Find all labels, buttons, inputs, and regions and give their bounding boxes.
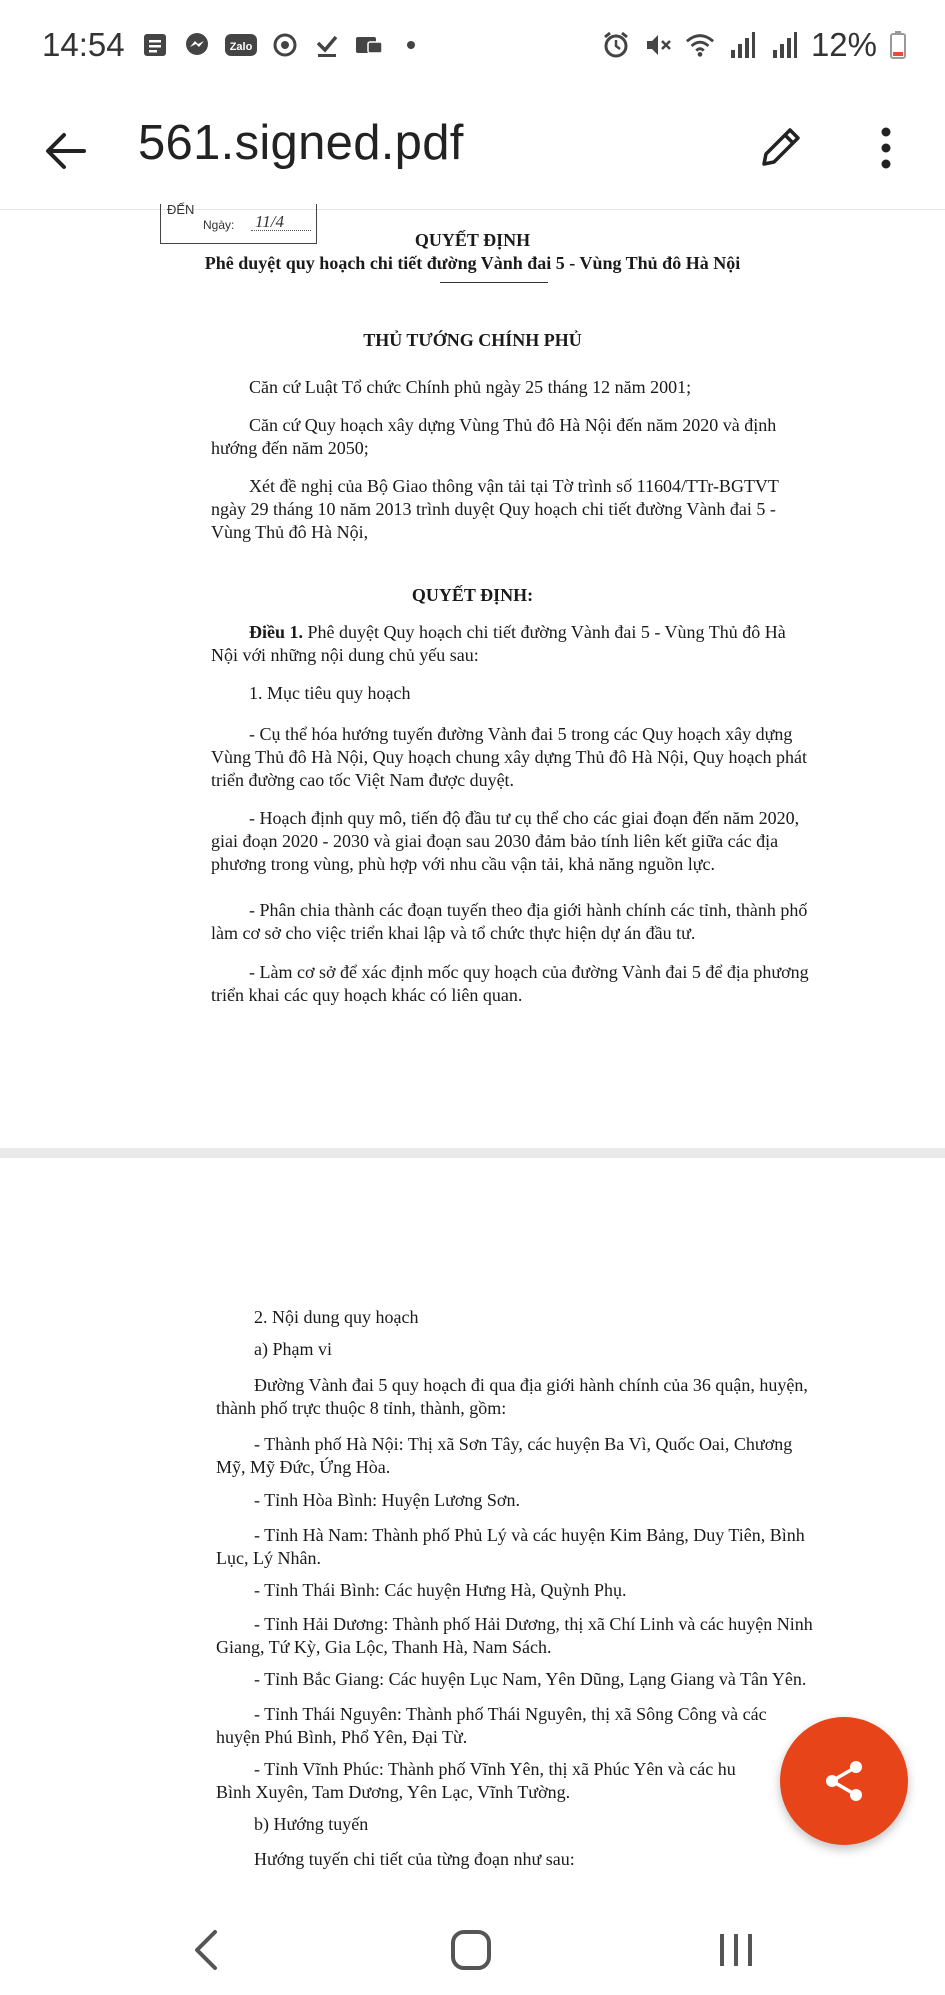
nav-home-button[interactable] (441, 1920, 501, 1980)
nav-back-button[interactable] (176, 1920, 236, 1980)
article-1-label: Điều 1. (249, 622, 303, 642)
back-arrow-icon (44, 131, 88, 171)
goal-bullet-3: - Phân chia thành các đoạn tuyến theo địa giới hành chính các tỉnh, thành phố làm cơ sở cho việc triển khai lập và tổ chức thực hiện dự án đầu tư. (211, 900, 808, 943)
mute-icon (643, 30, 673, 60)
navigation-bar (0, 1900, 945, 1995)
dot-icon (396, 30, 426, 60)
page-separator (0, 1148, 945, 1158)
document-title: 561.signed.pdf (138, 116, 464, 170)
stamp-ngay-value: 11/4 (255, 212, 284, 231)
stamp-den: ĐẾN (167, 202, 195, 217)
battery-percent: 12% (810, 26, 877, 63)
messenger-icon (182, 30, 212, 60)
app-bar (0, 95, 945, 210)
nav-back-icon (191, 1928, 221, 1972)
goal-bullet-4: - Làm cơ sở để xác định mốc quy hoạch của đường Vành đai 5 để địa phương triển khai các quy hoạch khác có liên quan. (211, 962, 809, 1005)
sub-a-heading: a) Phạm vi (254, 1339, 332, 1359)
basis-paragraph-2: Căn cứ Quy hoạch xây dựng Vùng Thủ đô Hà Nội đến năm 2020 và định hướng đến năm 2050; (211, 415, 777, 458)
stamp-ngay-label: Ngày: (203, 218, 235, 232)
scope-item-hoabinh: - Tỉnh Hòa Bình: Huyện Lương Sơn. (254, 1490, 520, 1510)
more-options-button[interactable] (862, 115, 910, 181)
battery-icon (889, 30, 907, 60)
title-divider (440, 282, 548, 283)
edit-pencil-icon (754, 122, 806, 174)
decision-subtitle: Phê duyệt quy hoạch chi tiết đường Vành đai 5 - Vùng Thủ đô Hà Nội (204, 253, 741, 273)
nav-recents-icon (716, 1930, 756, 1970)
sub-b-heading: b) Hướng tuyến (254, 1814, 369, 1834)
article-1: Điều 1. Phê duyệt Quy hoạch chi tiết đường Vành đai 5 - Vùng Thủ đô Hà Nội với những nội dung chủ yếu sau: (211, 622, 786, 665)
signal-icon-2 (769, 30, 799, 60)
section-1-heading: 1. Mục tiêu quy hoạch (249, 683, 411, 703)
status-right-icons (601, 26, 907, 64)
basis-paragraph-1: Căn cứ Luật Tổ chức Chính phủ ngày 25 tháng 12 năm 2001; (249, 377, 692, 397)
svg-text:Zalo: Zalo (229, 41, 253, 53)
nav-recents-button[interactable] (706, 1920, 766, 1980)
sync-icon (270, 30, 300, 60)
scope-item-thaibinh: - Tỉnh Thái Bình: Các huyện Hưng Hà, Quỳnh Phụ. (254, 1580, 627, 1600)
scope-item-thainguyen: - Tỉnh Thái Nguyên: Thành phố Thái Nguyên, thị xã Sông Công và các huyện Phú Bình, Phổ Yên, Đại Từ. (216, 1704, 767, 1747)
section-2-heading: 2. Nội dung quy hoạch (254, 1307, 419, 1327)
scope-item-haiduong: - Tỉnh Hải Dương: Thành phố Hải Dương, thị xã Chí Linh và các huyện Ninh Giang, Tứ Kỳ, Gia Lộc, Thanh Hà, Nam Sách. (216, 1614, 813, 1657)
wifi-icon (685, 30, 715, 60)
status-time: 14:54 (42, 26, 125, 63)
scope-item-vinhphuc: - Tỉnh Vĩnh Phúc: Thành phố Vĩnh Yên, thị xã Phúc Yên và các hu Bình Xuyên, Tam Dương, Yên Lạc, Vĩnh Tường. (216, 1759, 736, 1802)
decision-heading: QUYẾT ĐỊNH: (411, 585, 534, 605)
scope-item-bacgiang: - Tỉnh Bắc Giang: Các huyện Lục Nam, Yên Dũng, Lạng Giang và Tân Yên. (254, 1669, 807, 1689)
notification-icons (140, 30, 426, 60)
status-bar (0, 0, 945, 95)
decision-title: QUYẾT ĐỊNH (414, 230, 531, 250)
share-icon (821, 1758, 867, 1804)
scope-item-hanam: - Tỉnh Hà Nam: Thành phố Phủ Lý và các huyện Kim Bảng, Duy Tiên, Bình Lục, Lý Nhân. (216, 1525, 805, 1568)
edit-button[interactable] (750, 115, 810, 181)
alarm-icon (601, 30, 631, 60)
nav-home-icon (449, 1928, 493, 1972)
goal-bullet-2: - Hoạch định quy mô, tiến độ đầu tư cụ thể cho các giai đoạn đến năm 2020, giai đoạn 2020 - 2030 và giai đoạn sau 2030 đảm bảo tính liên kết giữa các địa phương trong vùng, phù hợp với nhu cầu vận tải, khả năng nguồn lực. (211, 808, 800, 874)
signal-icon (727, 30, 757, 60)
share-button[interactable] (780, 1717, 908, 1845)
basis-paragraph-3: Xét đề nghị của Bộ Giao thông vận tải tại Tờ trình số 11604/TTr-BGTVT ngày 29 tháng 10 năm 2013 trình duyệt Quy hoạch chi tiết đường Vành đai 5 - Vùng Thủ đô Hà Nội, (211, 476, 779, 542)
scope-paragraph: Đường Vành đai 5 quy hoạch đi qua địa giới hành chính của 36 quận, huyện, thành phố trực thuộc 8 tỉnh, thành, gồm: (216, 1375, 808, 1418)
download-icon (312, 30, 342, 60)
pdf-page-1[interactable] (0, 202, 945, 1148)
authority-heading: THỦ TƯỚNG CHÍNH PHỦ (363, 330, 582, 350)
scope-item-hanoi: - Thành phố Hà Nội: Thị xã Sơn Tây, các huyện Ba Vì, Quốc Oai, Chương Mỹ, Mỹ Đức, Ứng Hòa. (216, 1434, 793, 1477)
back-button[interactable] (36, 121, 96, 181)
route-intro: Hướng tuyến chi tiết của từng đoạn như sau: (254, 1849, 575, 1869)
message-icon (140, 30, 170, 60)
goal-bullet-1: - Cụ thể hóa hướng tuyến đường Vành đai 5 trong các Quy hoạch xây dựng Vùng Thủ đô Hà Nội, Quy hoạch chung xây dựng Thủ đô Hà Nội, Quy hoạch phát triển đường cao tốc Việt Nam được duyệt. (211, 724, 807, 790)
more-vert-icon (880, 126, 892, 170)
vpn-icon (354, 30, 384, 60)
zalo-icon (224, 30, 258, 60)
